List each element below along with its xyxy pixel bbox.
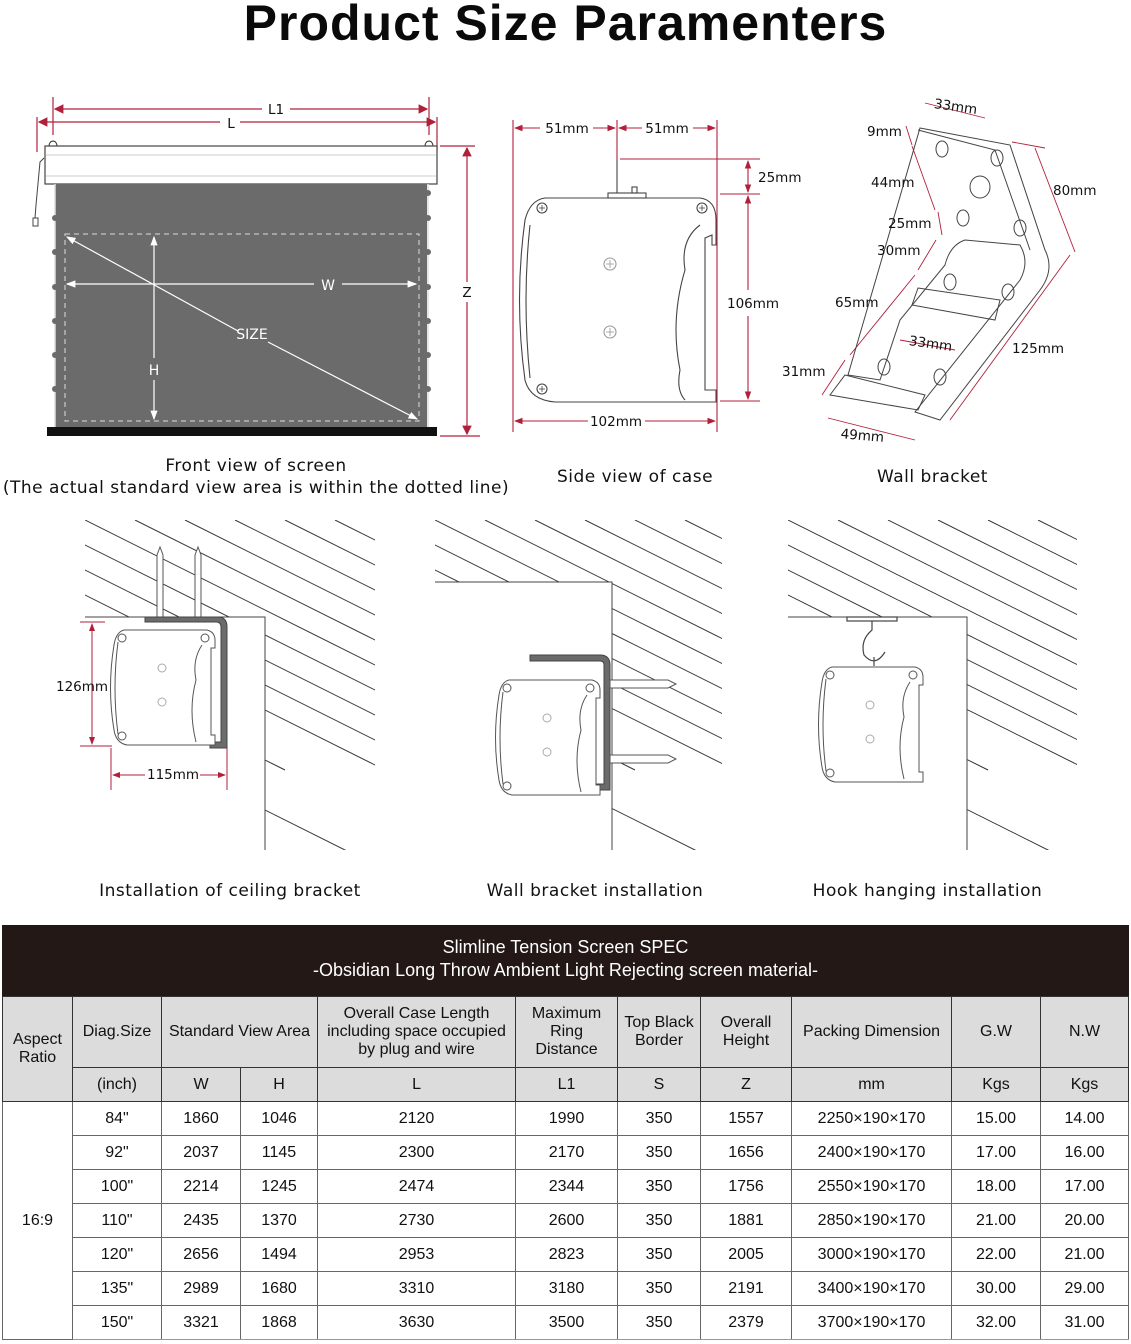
wall-install-caption: Wall bracket installation [486, 881, 704, 901]
cell-l1: 2600 [516, 1204, 618, 1238]
label-bracket-33-mid: 33mm [907, 333, 954, 355]
cell-nw: 17.00 [1041, 1170, 1129, 1204]
page-title: Product Size Paramenters [243, 0, 888, 51]
col-overall-height: Overall Height [701, 997, 792, 1068]
label-bracket-44: 44mm [871, 175, 915, 191]
label-ceiling-height: 126mm [56, 679, 109, 695]
label-bracket-30: 30mm [877, 243, 921, 259]
cell-w: 3321 [162, 1306, 241, 1340]
front-view-subcaption: (The actual standard view area is within the dotted line) [2, 478, 510, 498]
cell-pack: 2850×190×170 [792, 1204, 952, 1238]
cell-w: 2214 [162, 1170, 241, 1204]
cell-z: 1881 [701, 1204, 792, 1238]
wall-bracket-diagram [782, 90, 1130, 450]
table-row [3, 1306, 1129, 1340]
cell-h: 1868 [241, 1306, 318, 1340]
unit-h: H [241, 1068, 318, 1102]
cell-l: 2730 [318, 1204, 516, 1238]
ceiling-install-diagram [0, 515, 1131, 855]
cell-l: 3310 [318, 1272, 516, 1306]
label-bracket-31: 31mm [782, 364, 826, 380]
unit-diag: (inch) [73, 1068, 162, 1102]
cell-l1: 2823 [516, 1238, 618, 1272]
cell-w: 2435 [162, 1204, 241, 1238]
cell-pack: 2250×190×170 [792, 1102, 952, 1136]
cell-diag: 150" [73, 1306, 162, 1340]
unit-l1: L1 [516, 1068, 618, 1102]
cell-s: 350 [618, 1306, 701, 1340]
cell-l: 2300 [318, 1136, 516, 1170]
cell-s: 350 [618, 1170, 701, 1204]
cell-s: 350 [618, 1204, 701, 1238]
cell-z: 2379 [701, 1306, 792, 1340]
cell-gw: 17.00 [952, 1136, 1041, 1170]
wall-bracket-caption: Wall bracket [877, 467, 988, 487]
cell-h: 1046 [241, 1102, 318, 1136]
cell-diag: 135" [73, 1272, 162, 1306]
table-row [3, 1170, 1129, 1204]
cell-pack: 2550×190×170 [792, 1170, 952, 1204]
screen-case [45, 146, 437, 184]
label-bracket-125: 125mm [1012, 341, 1065, 357]
ceiling-install-caption: Installation of ceiling bracket [99, 881, 361, 901]
cell-l1: 1990 [516, 1102, 618, 1136]
cell-s: 350 [618, 1272, 701, 1306]
spec-header [2, 925, 1129, 996]
cell-nw: 14.00 [1041, 1102, 1129, 1136]
label-bracket-65: 65mm [835, 295, 879, 311]
label-l: L [227, 116, 235, 132]
label-side-right: 51mm [645, 121, 689, 137]
cell-s: 350 [618, 1102, 701, 1136]
cell-s: 350 [618, 1136, 701, 1170]
hook-icon [847, 617, 897, 666]
cell-l1: 3500 [516, 1306, 618, 1340]
cell-l: 3630 [318, 1306, 516, 1340]
cell-w: 2037 [162, 1136, 241, 1170]
cell-gw: 21.00 [952, 1204, 1041, 1238]
label-side-height: 106mm [727, 296, 780, 312]
cell-w: 2656 [162, 1238, 241, 1272]
label-l1: L1 [267, 102, 285, 118]
cell-nw: 20.00 [1041, 1204, 1129, 1238]
cell-diag: 100" [73, 1170, 162, 1204]
cell-s: 350 [618, 1238, 701, 1272]
col-case-length: Overall Case Length including space occupied by plug and wire [318, 997, 516, 1068]
cell-pack: 3700×190×170 [792, 1306, 952, 1340]
cell-h: 1145 [241, 1136, 318, 1170]
table-row [3, 1238, 1129, 1272]
spec-data-table [2, 996, 1129, 1340]
cell-diag: 110" [73, 1204, 162, 1238]
cell-nw: 31.00 [1041, 1306, 1129, 1340]
cell-nw: 29.00 [1041, 1272, 1129, 1306]
spec-subtitle: -Obsidian Long Throw Ambient Light Rejecting screen material- [313, 960, 818, 980]
cell-h: 1370 [241, 1204, 318, 1238]
unit-s: S [618, 1068, 701, 1102]
cell-h: 1680 [241, 1272, 318, 1306]
cell-nw: 21.00 [1041, 1238, 1129, 1272]
col-aspect-ratio: Aspect Ratio [3, 997, 73, 1102]
cell-z: 1557 [701, 1102, 792, 1136]
side-view-caption: Side view of case [556, 467, 714, 487]
label-z: Z [462, 285, 472, 301]
cell-aspect-ratio: 16:9 [3, 1102, 73, 1340]
cell-l1: 3180 [516, 1272, 618, 1306]
cell-diag: 84" [73, 1102, 162, 1136]
cell-gw: 18.00 [952, 1170, 1041, 1204]
power-plug-icon [35, 158, 44, 218]
cell-diag: 120" [73, 1238, 162, 1272]
cell-l: 2474 [318, 1170, 516, 1204]
label-side-width: 102mm [589, 414, 643, 430]
unit-packing: mm [792, 1068, 952, 1102]
cell-l: 2953 [318, 1238, 516, 1272]
label-w: W [321, 278, 335, 294]
label-h: H [148, 363, 160, 379]
screen-surface [55, 184, 427, 429]
anchor-bolts [157, 547, 201, 617]
spec-title: Slimline Tension Screen SPEC [442, 937, 689, 957]
spec-table [2, 925, 1129, 1340]
cell-gw: 30.00 [952, 1272, 1041, 1306]
col-packing: Packing Dimension [792, 997, 952, 1068]
cell-z: 1656 [701, 1136, 792, 1170]
cell-gw: 22.00 [952, 1238, 1041, 1272]
col-diag-size: Diag.Size [73, 997, 162, 1068]
label-side-top: 25mm [758, 170, 802, 186]
cell-diag: 92" [73, 1136, 162, 1170]
hook-install-caption: Hook hanging installation [812, 881, 1043, 901]
cell-gw: 32.00 [952, 1306, 1041, 1340]
cell-z: 1756 [701, 1170, 792, 1204]
unit-l: L [318, 1068, 516, 1102]
label-bracket-80: 80mm [1053, 183, 1097, 199]
cell-h: 1494 [241, 1238, 318, 1272]
bottom-bar [47, 427, 437, 436]
col-top-border: Top Black Border [618, 997, 701, 1068]
cell-h: 1245 [241, 1170, 318, 1204]
label-bracket-9: 9mm [867, 124, 902, 140]
unit-z: Z [701, 1068, 792, 1102]
label-ceiling-width: 115mm [147, 767, 200, 783]
cell-pack: 3000×190×170 [792, 1238, 952, 1272]
cell-pack: 3400×190×170 [792, 1272, 952, 1306]
wall-anchors [610, 680, 676, 763]
unit-w: W [162, 1068, 241, 1102]
front-view-caption: Front view of screen [165, 456, 347, 476]
cell-gw: 15.00 [952, 1102, 1041, 1136]
hook-hatch [288, 520, 1131, 970]
case-profile [520, 160, 717, 402]
table-row [3, 1204, 1129, 1238]
cell-z: 2005 [701, 1238, 792, 1272]
col-nw: N.W [1041, 997, 1129, 1068]
cell-l1: 2170 [516, 1136, 618, 1170]
cell-l1: 2344 [516, 1170, 618, 1204]
table-row [3, 1102, 1129, 1136]
label-bracket-49: 49mm [839, 426, 885, 446]
cell-nw: 16.00 [1041, 1136, 1129, 1170]
col-gw: G.W [952, 997, 1041, 1068]
side-view-diagram [500, 110, 800, 460]
unit-gw: Kgs [952, 1068, 1041, 1102]
cell-pack: 2400×190×170 [792, 1136, 952, 1170]
label-side-left: 51mm [545, 121, 589, 137]
dimension-l1 [53, 97, 429, 135]
label-bracket-33-top: 33mm [932, 96, 979, 118]
bracket-shape [830, 128, 1049, 420]
cell-l: 2120 [318, 1102, 516, 1136]
col-view-area: Standard View Area [162, 997, 318, 1068]
col-ring-distance: Maximum Ring Distance [516, 997, 618, 1068]
unit-nw: Kgs [1041, 1068, 1129, 1102]
label-size: SIZE [236, 327, 268, 343]
label-bracket-25: 25mm [888, 216, 932, 232]
cell-w: 1860 [162, 1102, 241, 1136]
cell-w: 2989 [162, 1272, 241, 1306]
cell-z: 2191 [701, 1272, 792, 1306]
table-row [3, 1136, 1129, 1170]
table-row [3, 1272, 1129, 1306]
